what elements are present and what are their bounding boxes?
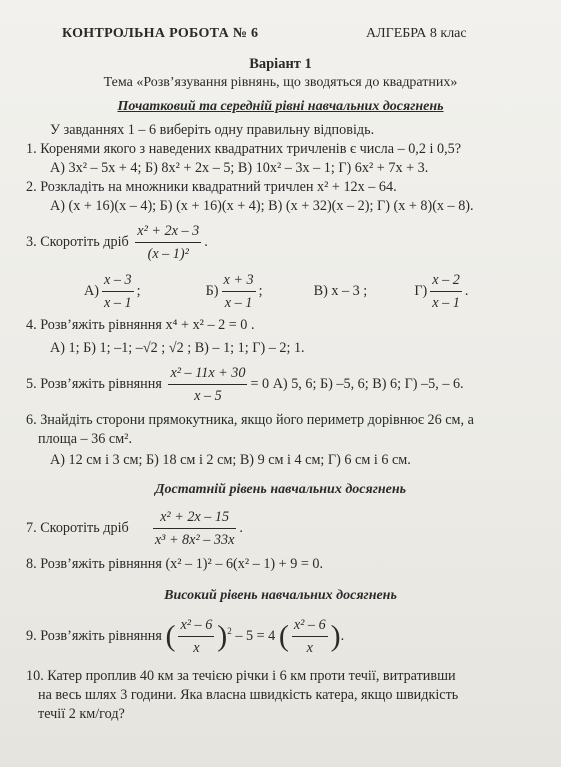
option-label-d: Г) bbox=[414, 282, 428, 299]
question-9-fraction-a bbox=[178, 614, 214, 659]
right-paren: ) bbox=[217, 619, 228, 653]
exponent: 2 bbox=[227, 626, 232, 637]
fraction-denominator: x bbox=[306, 640, 313, 656]
fraction-denominator: x – 1 bbox=[224, 295, 253, 311]
fraction-denominator: x – 1 bbox=[432, 295, 460, 311]
fraction-denominator: x – 5 bbox=[194, 388, 222, 404]
theme-line: Тема «Розв’язування рівнянь, що зводяться до квадратних» bbox=[103, 75, 458, 90]
fraction-numerator: x² – 6 bbox=[292, 614, 328, 637]
option-c: В) x – 3 ; bbox=[313, 282, 368, 299]
header-title: КОНТРОЛЬНА РОБОТА № 6 bbox=[62, 26, 259, 41]
fraction-numerator: x² – 11x + 30 bbox=[168, 362, 247, 385]
question-6: 6. Знайдіть сторони прямокутника, якщо його периметр дорівнює 26 см, а bbox=[26, 412, 474, 428]
question-10-line-3: течії 2 км/год? bbox=[38, 706, 125, 722]
header bbox=[14, 18, 547, 44]
option-label-a: А) bbox=[84, 282, 99, 299]
left-paren: ( bbox=[278, 619, 289, 653]
question-3-options bbox=[14, 269, 547, 314]
question-9 bbox=[14, 614, 547, 659]
equation-middle: – 5 = 4 bbox=[235, 627, 276, 644]
fraction-denominator: x³ + 8x² – 33x bbox=[154, 532, 235, 548]
level-heading-sufficient: Достатній рівень навчальних досягнень bbox=[154, 482, 407, 497]
question-1-options: А) 3x² – 5x + 4; Б) 8x² + 2x – 5; В) 10x² – 3x – 1; Г) 6x² + 7x + 3. bbox=[50, 160, 429, 176]
fraction-numerator: x – 2 bbox=[430, 269, 462, 292]
question-10-line-2: на весь шлях 3 години. Яка власна швидкість катера, якщо швидкість bbox=[38, 687, 459, 703]
question-5-fraction bbox=[168, 362, 247, 407]
fraction-denominator: x – 1 bbox=[103, 295, 132, 311]
level-heading-high: Високий рівень навчальних досягнень bbox=[164, 588, 397, 603]
punctuation: . bbox=[239, 519, 243, 536]
option-b-fraction bbox=[222, 269, 256, 314]
left-paren: ( bbox=[165, 619, 176, 653]
option-label-b: Б) bbox=[205, 282, 219, 299]
level-heading-basic: Початковий та середній рівні навчальних досягнень bbox=[117, 99, 444, 114]
question-2: 2. Розкладіть на множники квадратний тричлен x² + 12x – 64. bbox=[26, 179, 397, 195]
question-7 bbox=[14, 506, 547, 551]
fraction-numerator: x² + 2x – 3 bbox=[135, 220, 201, 243]
question-2-options: А) (x + 16)(x – 4); Б) (x + 16)(x + 4); В) (x + 32)(x – 2); Г) (x + 8)(x – 8). bbox=[50, 198, 474, 214]
instruction: У завданнях 1 – 6 виберіть одну правильну відповідь. bbox=[50, 122, 375, 138]
variant-title: Варіант 1 bbox=[249, 56, 312, 72]
question-5 bbox=[14, 362, 547, 407]
question-5-options: А) 5, 6; Б) –5, 6; В) 6; Г) –5, – 6. bbox=[272, 375, 464, 392]
fraction-denominator: x bbox=[193, 640, 200, 656]
question-10: 10. Катер проплив 40 км за течією річки і 6 км проти течії, витративши bbox=[26, 668, 456, 684]
question-6-continued: площа – 36 см². bbox=[38, 431, 132, 447]
fraction-numerator: x – 3 bbox=[102, 269, 134, 292]
header-subject: АЛГЕБРА 8 клас bbox=[366, 26, 467, 41]
punctuation: ; bbox=[258, 282, 263, 299]
question-3-fraction bbox=[135, 220, 201, 265]
question-1: 1. Коренями якого з наведених квадратних тричленів є числа – 0,2 і 0,5? bbox=[26, 141, 462, 157]
question-7-fraction bbox=[153, 506, 237, 551]
question-3 bbox=[14, 220, 547, 265]
question-4: 4. Розв’яжіть рівняння x⁴ + x² – 2 = 0 . bbox=[26, 317, 255, 333]
question-9-fraction-b bbox=[292, 614, 328, 659]
right-paren: ) bbox=[330, 619, 341, 653]
fraction-numerator: x² + 2x – 15 bbox=[153, 506, 237, 529]
punctuation: . bbox=[340, 627, 345, 644]
question-9-label: 9. Розв’яжіть рівняння bbox=[26, 627, 162, 644]
question-3-label: 3. Скоротіть дріб bbox=[26, 233, 129, 250]
punctuation: . bbox=[204, 233, 208, 250]
option-a-fraction bbox=[102, 269, 134, 314]
question-5-label: 5. Розв’яжіть рівняння bbox=[26, 375, 162, 392]
fraction-numerator: x² – 6 bbox=[178, 614, 214, 637]
option-d-fraction bbox=[430, 269, 462, 314]
punctuation: . bbox=[464, 282, 469, 299]
question-7-label: 7. Скоротіть дріб bbox=[26, 519, 129, 536]
question-4-options: А) 1; Б) 1; –1; –√2 ; √2 ; В) – 1; 1; Г) – 2; 1. bbox=[50, 340, 305, 356]
question-6-options: А) 12 см і 3 см; Б) 18 см і 2 см; В) 9 см і 4 см; Г) 6 см і 6 см. bbox=[50, 452, 411, 468]
fraction-denominator: (x – 1)² bbox=[147, 246, 189, 262]
punctuation: ; bbox=[136, 282, 141, 299]
question-8: 8. Розв’яжіть рівняння (x² – 1)² – 6(x² – 1) + 9 = 0. bbox=[26, 556, 324, 572]
fraction-numerator: x + 3 bbox=[222, 269, 256, 292]
equation-rhs: = 0 bbox=[250, 375, 270, 392]
